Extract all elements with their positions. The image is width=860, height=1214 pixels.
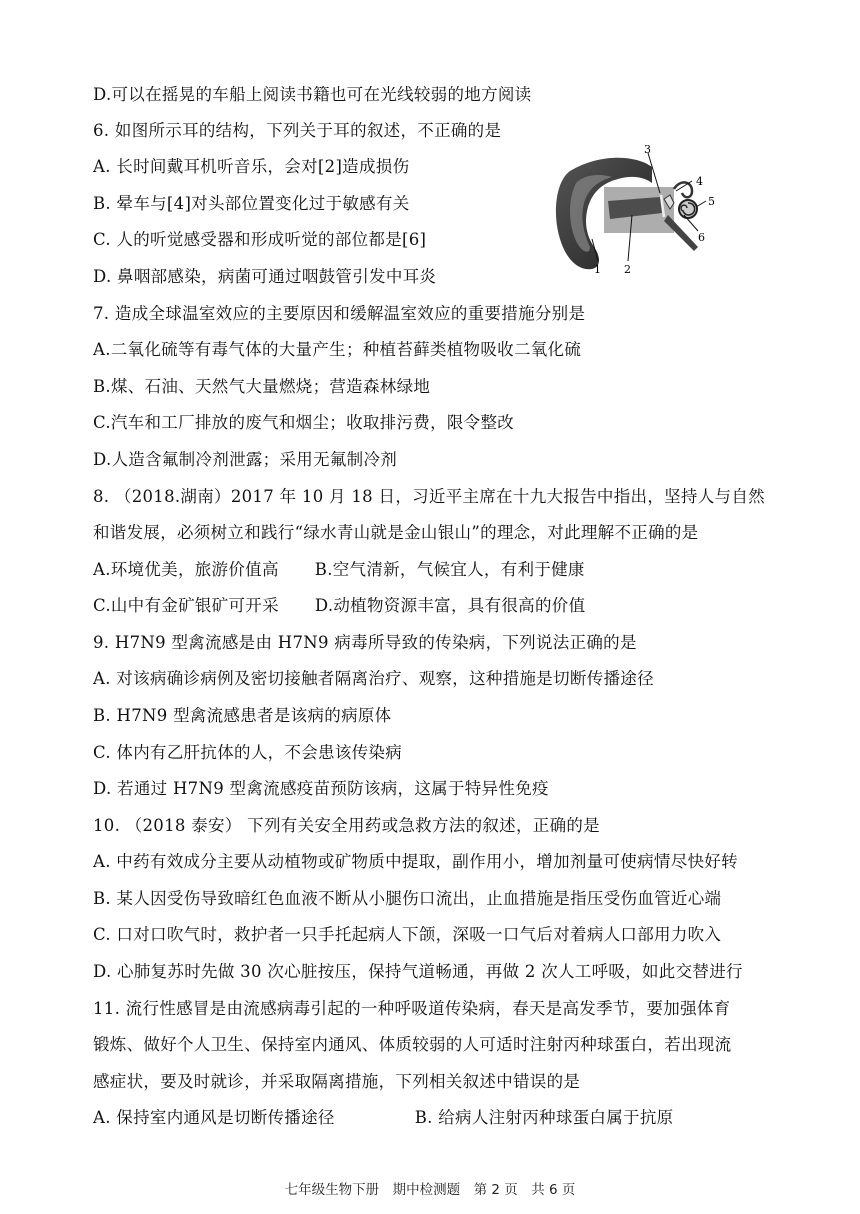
q11-option-a: A. 保持室内通风是切断传播途径 bbox=[93, 1108, 335, 1127]
q7-option-a: A.二氧化硫等有毒气体的大量产生；种植苔藓类植物吸收二氧化硫 bbox=[93, 340, 582, 359]
ear-structure-figure bbox=[548, 143, 738, 279]
q8-option-c: C.山中有金矿银矿可开采 bbox=[93, 596, 279, 615]
q10-option-b: B. 某人因受伤导致暗红色血液不断从小腿伤口流出，止血措施是指压受伤血管近心端 bbox=[93, 889, 722, 908]
label-line-5 bbox=[696, 201, 706, 207]
q8-options-row1 bbox=[93, 559, 585, 581]
q10-option-d: D. 心肺复苏时先做 30 次心脏按压，保持气道畅通，再做 2 次人工呼吸，如此交替进行 bbox=[93, 962, 743, 981]
q10-stem: 10. （2018 泰安） 下列有关安全用药或急救方法的叙述，正确的是 bbox=[93, 816, 600, 835]
q5-option-d: D.可以在摇晃的车船上阅读书籍也可在光线较弱的地方阅读 bbox=[93, 85, 532, 104]
q11-option-b: B. 给病人注射丙种球蛋白属于抗原 bbox=[414, 1108, 674, 1127]
q6-stem: 6. 如图所示耳的结构，下列关于耳的叙述，不正确的是 bbox=[93, 121, 502, 140]
q11-stem-line1: 11. 流行性感冒是由流感病毒引起的一种呼吸道传染病，春天是高发季节，要加强体育 bbox=[93, 999, 731, 1018]
q7-stem: 7. 造成全球温室效应的主要原因和缓解温室效应的重要措施分别是 bbox=[93, 304, 586, 323]
q8-options-row2 bbox=[93, 595, 585, 617]
q6-option-d: D. 鼻咽部感染，病菌可通过咽鼓管引发中耳炎 bbox=[93, 267, 437, 286]
q10-option-a: A. 中药有效成分主要从动植物或矿物质中提取，副作用小，增加剂量可使病情尽快好转 bbox=[93, 852, 738, 871]
q8-option-a: A.环境优美，旅游价值高 bbox=[93, 560, 279, 579]
q7-option-d: D.人造含氟制冷剂泄露；采用无氟制冷剂 bbox=[93, 450, 398, 469]
figure-label-5: 5 bbox=[708, 195, 715, 208]
q8-stem-line1: 8. （2018.湖南）2017 年 10 月 18 日，习近平主席在十九大报告中指出，坚持人与自然 bbox=[93, 487, 765, 506]
q6-option-b: B. 晕车与[4]对头部位置变化过于敏感有关 bbox=[93, 194, 410, 213]
q8-option-b: B.空气清新，气候宜人，有利于健康 bbox=[314, 560, 585, 579]
figure-label-1: 1 bbox=[594, 263, 601, 276]
figure-label-2: 2 bbox=[624, 263, 631, 276]
figure-label-4: 4 bbox=[696, 175, 703, 188]
q9-option-a: A. 对该病确诊病例及密切接触者隔离治疗、观察，这种措施是切断传播途径 bbox=[93, 669, 654, 688]
figure-label-3: 3 bbox=[644, 143, 651, 156]
q6-option-a: A. 长时间戴耳机听音乐，会对[2]造成损伤 bbox=[93, 157, 410, 176]
q11-stem-line3: 感症状，要及时就诊，并采取隔离措施，下列相关叙述中错误的是 bbox=[93, 1072, 581, 1091]
q9-option-b: B. H7N9 型禽流感患者是该病的病原体 bbox=[93, 706, 392, 725]
q9-stem: 9. H7N9 型禽流感是由 H7N9 病毒所导致的传染病，下列说法正确的是 bbox=[93, 633, 637, 652]
q7-option-c: C.汽车和工厂排放的废气和烟尘；收取排污费，限令整改 bbox=[93, 413, 515, 432]
q6-option-c: C. 人的听觉感受器和形成听觉的部位都是[6] bbox=[93, 230, 427, 249]
q11-stem-line2: 锻炼、做好个人卫生、保持室内通风、体质较弱的人可适时注射丙种球蛋白，若出现流 bbox=[93, 1035, 732, 1054]
q9-option-d: D. 若通过 H7N9 型禽流感疫苗预防该病，这属于特异性免疫 bbox=[93, 779, 549, 798]
q10-option-c: C. 口对口吹气时，救护者一只手托起病人下颌，深吸一口气后对着病人口部用力吹入 bbox=[93, 925, 722, 944]
q7-option-b: B.煤、石油、天然气大量燃烧；营造森林绿地 bbox=[93, 377, 431, 396]
page-footer: 七年级生物下册 期中检测题 第 2 页 共 6 页 bbox=[284, 1182, 576, 1198]
q11-options-row1 bbox=[93, 1107, 673, 1129]
q8-stem-line2: 和谐发展，必须树立和践行“绿水青山就是金山银山”的理念，对此理解不正确的是 bbox=[93, 523, 699, 542]
q9-option-c: C. 体内有乙肝抗体的人，不会患该传染病 bbox=[93, 743, 403, 762]
semicircular-canals bbox=[674, 182, 692, 197]
q8-option-d: D.动植物资源丰富，具有很高的价值 bbox=[314, 596, 586, 615]
figure-label-6: 6 bbox=[698, 231, 705, 244]
